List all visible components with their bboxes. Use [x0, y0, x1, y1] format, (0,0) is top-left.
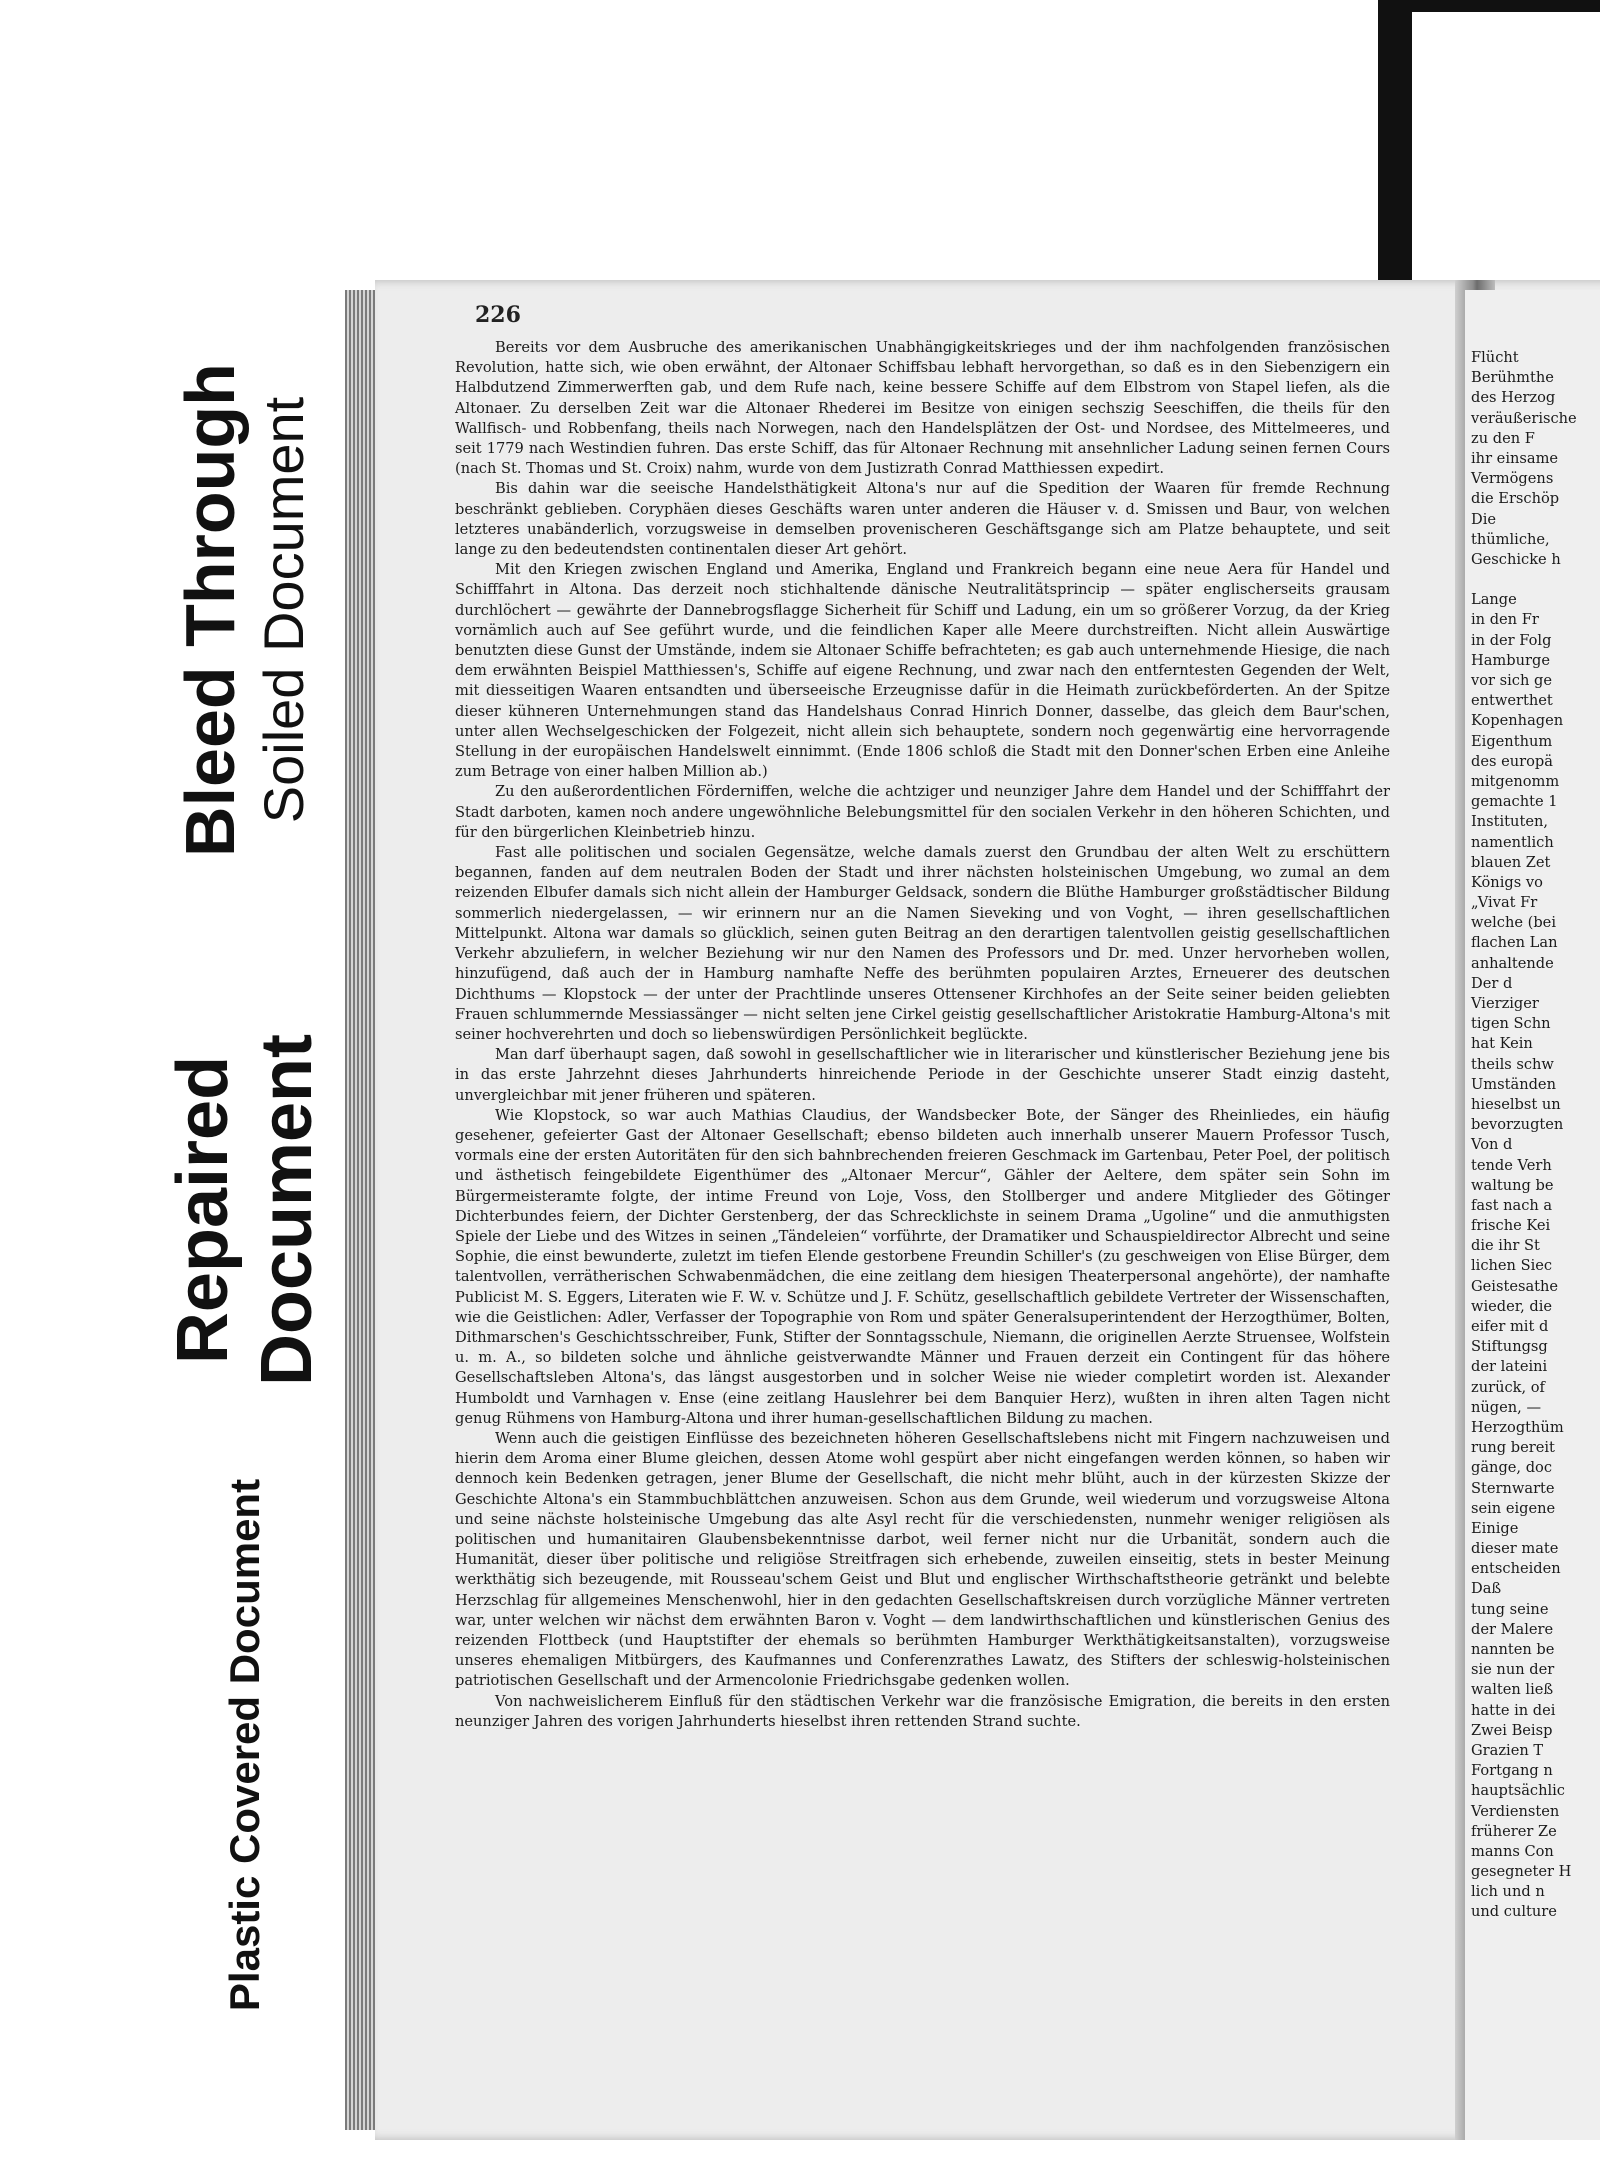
paragraph-7: Wie Klopstock, so war auch Mathias Claudius, der Wandsbecker Bote, der Sänger des Rheinliedes, ein häufig gesehener, gefeierter Gast der Altonaer Gesellschaft; ebenso bildeten auch innerhalb unserer Mauern Professor Tusch, vormals eine der ersten Autoritäten für den sich bahnbrechenden freieren Geschmack im Gartenbau, Peter Poel, der politisch und ästhetisch feingebildete Eigenthümer des „Altonaer Mercur“, Gähler der Aeltere, dem später sein Sohn im Bürgermeisteramte folgte, der intime Freund von Loje, Voss, den Stollberger und andere Mitglieder des Götinger Dichterbundes feiern, der Dichter Gerstenberg, der das Schrecklichste in seinem Drama „Ugoline“ und die anmuthigsten Spiele der Liebe und des Witzes in seinen „Tändeleien“ vorführte, der Dramatiker und Schauspieldirector Albrecht und seine Sophie, die einst bewunderte, zuletzt im tiefen Elende gestorbene Freundin Schiller's (zu geschweigen von Elise Bürger, dem talentvollen, verrätherischen Schwabenmädchen, die eine zeitlang dem hiesigen Theaterpersonal angehörte), der namhafte Publicist M. S. Eggers, Literaten wie F. W. v. Schütze und J. F. Schütz, gesellschaftlich gebildete Vertreter der Wissenschaften, wie die Geistlichen: Adler, Verfasser der Topographie von Rom und später Generalsuperintendent der Herzogthümer, Bolten, Dithmarschen's Geschichtsschreiber, Funk, Stifter der Sonntagsschule, Niemann, die originellen Aerzte Struensee, Wolfstein u. m. A., so bildeten solche und ähnliche geistverwandte Männer und Frauen derzeit ein Contingent für das höhere Gesellschaftsleben Altona's, das längst ausgestorben und in solcher Weise nie wieder completirt worden ist. Alexander Humboldt und Varnhagen v. Ense (eine zeitlang Hauslehrer bei dem Banquier Herz), wußten in ihren alten Tagen nicht genug Rühmens von Hamburg-Altona und ihrer human-gesellschaftlichen Bildung zu machen. — [455, 1106, 1390, 1427]
facing-page-line: hatte in dei — [1471, 1701, 1556, 1719]
facing-page-line: frische Kei — [1471, 1217, 1551, 1235]
facing-page-line: Königs vo — [1471, 873, 1543, 891]
facing-page-line: des Herzog — [1471, 389, 1556, 407]
facing-page-line: hieselbst un — [1471, 1095, 1561, 1113]
facing-page-line: zu den F — [1471, 429, 1535, 447]
facing-page-line: Vermögens — [1471, 470, 1554, 488]
label-repaired-line2: Document — [247, 1033, 327, 1387]
facing-page-line: entscheiden — [1471, 1560, 1561, 1578]
facing-page-line: „Vivat Fr — [1471, 894, 1538, 912]
facing-page-line: fast nach a — [1471, 1196, 1553, 1214]
facing-page-line: rung bereit — [1471, 1439, 1555, 1457]
facing-page-line: eifer mit d — [1471, 1318, 1549, 1335]
facing-page — [1465, 290, 1600, 2140]
facing-page-line: hat Kein — [1471, 1035, 1533, 1053]
facing-page-line: Von d — [1471, 1136, 1513, 1154]
facing-page-line: des europä — [1471, 752, 1553, 770]
label-bleed-through: Bleed Through — [171, 363, 249, 857]
facing-page-line: bevorzugten — [1471, 1116, 1564, 1134]
label-plastic-text — [220, 1479, 270, 2011]
facing-page-line: zurück, of — [1471, 1378, 1545, 1396]
paragraph-4: Zu den außerordentlichen Förderniffen, welche die achtziger und neunziger Jahre dem Handel und der Schifffahrt der Stadt darboten, kamen noch andere ungewöhnliche Belebungsmittel für den socialen Verkehr in den höheren Schichten, und für den bürgerlichen Kleinbetrieb hinzu. — [455, 783, 1390, 841]
facing-page-line: der lateini — [1471, 1358, 1548, 1376]
facing-page-line: gänge, doc — [1471, 1459, 1552, 1477]
facing-page-line: vor sich ge — [1471, 672, 1552, 689]
paragraph-8: Wenn auch die geistigen Einflüsse des bezeichneten höheren Gesellschaftslebens nicht mit Fingern nachzuweisen und hierin dem Aroma einer Blume gleichen, dessen Atome wohl gespürt aber nicht eingefangen werden können, so haben wir dennoch kein Bedenken getragen, jener Blume der Gesellschaft, die nicht mehr blüht, auch in der kürzesten Skizze der Geschichte Altona's ein Stammbuchblättchen anzuweisen. Schon aus dem Grunde, weil wiederum und vorzugsweise Altona und seine nächste holsteinische Umgebung das alte Asyl recht für die verschiedensten, nunmehr weniger religiösen als politischen und humanitairen Glaubensbekenntnisse darbot, weil ferner nicht nur die Urbanität, sondern auch die Humanität, dieser über politische und religiöse Streitfragen sich erhebende, zuweilen einseitig, stets in bester Meinung werkthätig sich bezeugende, mit Rousseau'schem Geist und Blut und englischer Wirthschaftstheorie getränkt und belebte Herzschlag für allgemeines Menschenwohl, hier in den gedachten Gesellschaftskreisen durch vorzügliche Männer vertreten war, unter welchen wir nächst dem erwähnten Baron v. Voght — dem landwirthschaftlichen und künstlerischen Genius des reizenden Flottbeck (und Hauptstifter der ehemals so berühmten Hamburger Werkthätigkeitsanstalten), vorzugsweise unseres ehemaligen Mitbürgers, des Kaufmannes und Conferenzrathes Lawatz, des Stifters der schleswig-holsteinischen patriotischen Gesellschaft und der Armencolonie Friedrichsgabe gedenken wollen. — [455, 1429, 1390, 1690]
paragraph-3: Mit den Kriegen zwischen England und Amerika, England und Frankreich begann eine neue Aera für Handel und Schifffahrt in Altona. Das derzeit noch stichhaltende dänische Neutralitätsprincip — später englischerseits grausam durchlöchert — gewährte der Dannebrogsflagge Sicherheit für Schiff und Ladung, ein um so größerer Vorzug, da der Krieg vornämlich auch auf See geführt wurde, und die feindlichen Kaper alle Meere durchstreiften. Nicht allein Auswärtige benutzten diese Gunst der Umstände, indem sie Altonaer Schiffe befrachteten; es gab auch unternehmende Hiesige, die nach dem erwähnten Beispiel Matthiessen's, Schiffe auf eigene Rechnung, und zwar nach den entferntesten Gegenden der Welt, mit diesseitigen Waaren entsandten und überseeische Erzeugnisse dafür in die Heimath zurückbeförderten. An der Spitze dieser kühneren Unternehmungen stand das Handelshaus Conrad Hinrich Donner, dasselbe, das gleich dem Baur'schen, unter allen Wechselgeschicken der Folgezeit, nicht allein sich behauptete, sondern noch gegenwärtig eine hervorragende Stellung in der europäischen Handelswelt einnimmt. (Ende 1806 schloß die Stadt mit den Donner'schen Erben eine Anleihe zum Betrage von einer halben Million ab.) — [455, 561, 1390, 781]
facing-page-line: der Malere — [1471, 1620, 1554, 1638]
facing-page-line: nannten be — [1471, 1641, 1555, 1658]
facing-page-line: Zwei Beisp — [1471, 1721, 1553, 1739]
paragraph-9: Von nachweislicherem Einfluß für den städtischen Verkehr war die französische Emigration, die bereits in den ersten neunziger Jahren des vorigen Jahrhunderts hieselbst ihren rettenden Strand suchte. — [455, 1692, 1390, 1730]
facing-page-line: die Erschöp — [1471, 490, 1560, 508]
facing-page-line: Grazien T — [1471, 1741, 1544, 1759]
facing-page-line: Verdiensten — [1471, 1802, 1560, 1820]
facing-page-line: und culture — [1471, 1903, 1557, 1921]
facing-page-line: sein eigene — [1471, 1499, 1556, 1517]
facing-page-line: Fortgang n — [1471, 1762, 1553, 1780]
facing-page-line: manns Con — [1471, 1842, 1554, 1860]
facing-page-line: Vierziger — [1471, 995, 1539, 1012]
facing-page-line: wieder, die — [1471, 1297, 1553, 1315]
facing-page-line: welche (bei — [1471, 914, 1556, 932]
facing-page-line: Kopenhagen — [1471, 712, 1564, 730]
paragraph-5: Fast alle politischen und socialen Gegensätze, welche damals zuerst den Grundbau der alten Welt zu erschüttern begannen, fanden auf dem neutralen Boden der Stadt und ihrer nächsten holsteinischen Umgebung, wo zumal an dem reizenden Elbufer damals sich nicht allein der Hamburger Geldsack, sondern die Blüthe Hamburger großstädtischer Bildung sommerlich niedergelassen, — wir erinnern nur an die Namen Sieveking und von Voght, — ihren gesellschaftlichen Mittelpunkt. Altona war damals so glücklich, seinen guten Beitrag an den derartigen talentvollen geistig gesellschaftlichen Verkehr abzuliefern, in welcher Beziehung wir nur den Namen des Professors und Dr. med. Unzer hervorheben wollen, hinzufügend, daß auch der in Hamburg namhafte Neffe des berühmten populairen Arztes, Erneuerer des deutschen Dichthums — Klopstock — der unter der Prachtlinde unseres Ottensener Kirchhofes an der Seite seiner beiden geliebten Frauen schlummernde Messiassänger — nicht selten jene Cirkel geistig gesellschaftlicher Aristokratie Hamburg-Altona's mit seiner hochverehrten und doch so liebenswürdigen Persönlichkeit beglückte. — [455, 844, 1390, 1043]
facing-page-line: dieser mate — [1471, 1540, 1559, 1558]
facing-page-line: anhaltende — [1471, 954, 1554, 972]
label-soiled-document: Soiled Document — [252, 396, 315, 824]
facing-page-line: lich und n — [1471, 1883, 1545, 1901]
facing-page-line: Geschicke h — [1471, 550, 1561, 568]
facing-page-line: blauen Zet — [1471, 853, 1551, 871]
facing-page-line: Stiftungsg — [1471, 1338, 1548, 1356]
facing-page-line: Umständen — [1471, 1075, 1556, 1093]
facing-page-line: waltung be — [1471, 1176, 1554, 1194]
facing-page-line: Hamburge — [1471, 651, 1550, 669]
page-text — [455, 338, 1390, 1732]
label-bleed-soiled-text — [171, 363, 319, 857]
label-repaired-line1: Repaired — [163, 1055, 243, 1365]
facing-page-line: entwerthet — [1471, 692, 1553, 710]
facing-page-line: tende Verh — [1471, 1156, 1552, 1174]
black-border-strip — [1378, 0, 1412, 290]
facing-page-line: sie nun der — [1471, 1661, 1555, 1679]
page-number: 226 — [475, 302, 521, 328]
facing-page-line: thümliche, — [1471, 530, 1550, 548]
facing-page-line: gesegneter H — [1471, 1863, 1572, 1881]
facing-page-line: Berühmthe — [1471, 369, 1554, 387]
label-panel-bleed-soiled — [150, 310, 340, 910]
label-panel-repaired — [150, 1005, 340, 1415]
black-border-strip-top — [1412, 0, 1600, 12]
facing-page-line: in der Folg — [1471, 631, 1552, 649]
page-edges — [345, 290, 375, 2130]
paragraph-2: Bis dahin war die seeische Handelsthätigkeit Altona's nur auf die Spedition der Waaren für fremde Rechnung beschränkt geblieben. Coryphäen dieses Geschäfts waren unter anderen die Häuser v. d. Smissen und Baur, von welchen letzteres unabänderlich, vorzugsweise in demselben provenischeren Geschäftsgange sich am Platze behauptete, und seit lange zu den bedeutendsten continentalen dieser Art gehört. — [455, 480, 1390, 559]
facing-page-line: Der d — [1471, 974, 1513, 992]
paragraph-1: Bereits vor dem Ausbruche des amerikanischen Unabhängigkeitskrieges und der ihm nachfolgenden französischen Revolution, hatte sich, wie oben erwähnt, der Altonaer Schiffsbau lebhaft hervorgethan, so daß es in den Siebenzigern ein Halbdutzend Zimmerwerften gab, und dem Rufe nach, keine bessere Schiffe auf dem Elbstrom von Stapel liefen, als die Altonaer. Zu derselben Zeit war die Altonaer Rhederei im Besitze von einigen sechszig Seeschiffen, die theils für den Wallfisch- und Robbenfang, theils nach Norwegen, nach den Handelsplätzen der Ost- und Nordsee, des Mittelmeeres, und seit 1779 nach Westindien fuhren. Das erste Schiff, das für Altonaer Rechnung mit ansehnlicher Ladung seinen fernen Cours (nach St. Thomas und St. Croix) nahm, wurde von dem Justizrath Conrad Matthiessen expedirt. — [455, 339, 1390, 478]
facing-page-line: Sternwarte — [1471, 1479, 1555, 1497]
facing-page-line: namentlich — [1471, 833, 1554, 851]
facing-page-text — [1471, 348, 1600, 1923]
book-spread — [345, 280, 1600, 2145]
facing-page-line: Einige — [1471, 1519, 1519, 1537]
facing-page-line: Eigenthum — [1471, 732, 1553, 750]
facing-page-line: gemachte 1 — [1471, 793, 1558, 811]
facing-page-line: lichen Siec — [1471, 1257, 1553, 1275]
facing-page-line: Flücht — [1471, 349, 1519, 366]
facing-page-line: in den Fr — [1471, 611, 1539, 629]
facing-page-line: hauptsächlic — [1471, 1782, 1565, 1800]
facing-page-line: Herzogthüm — [1471, 1418, 1564, 1436]
facing-page-line: Instituten, — [1471, 813, 1548, 831]
facing-page-line: früherer Ze — [1471, 1822, 1557, 1840]
facing-page-line: walten ließ — [1471, 1681, 1554, 1699]
facing-page-line: theils schw — [1471, 1055, 1554, 1073]
label-panel-plastic — [150, 1435, 340, 2055]
facing-page-line: veräußerische — [1471, 409, 1577, 427]
left-page — [375, 280, 1600, 2140]
facing-page-line — [1471, 570, 1600, 590]
facing-page-line: tung seine — [1471, 1600, 1549, 1618]
paragraph-6: Man darf überhaupt sagen, daß sowohl in gesellschaftlicher wie in literarischer und künstlerischer Beziehung jene bis in das erste Jahrzehnt dieses Jahrhunderts hinreichende Periode in der Geschichte unserer Stadt einzig dasteht, unvergleichbar mit jener früheren und späteren. — [455, 1046, 1390, 1104]
facing-page-line: tigen Schn — [1471, 1015, 1551, 1033]
facing-page-line: die ihr St — [1471, 1237, 1540, 1255]
facing-page-line: mitgenomm — [1471, 772, 1560, 790]
facing-page-line: Die — [1471, 510, 1497, 528]
facing-page-line: Geistesathe — [1471, 1277, 1559, 1295]
facing-page-line: ihr einsame — [1471, 449, 1559, 467]
facing-page-line: flachen Lan — [1471, 934, 1558, 952]
label-repaired-text — [161, 1034, 329, 1386]
facing-page-line: Lange — [1471, 591, 1517, 609]
facing-page-line: nügen, — — [1471, 1398, 1542, 1416]
facing-page-line: Daß — [1471, 1580, 1502, 1598]
label-plastic-covered: Plastic Covered Document — [221, 1478, 268, 2012]
